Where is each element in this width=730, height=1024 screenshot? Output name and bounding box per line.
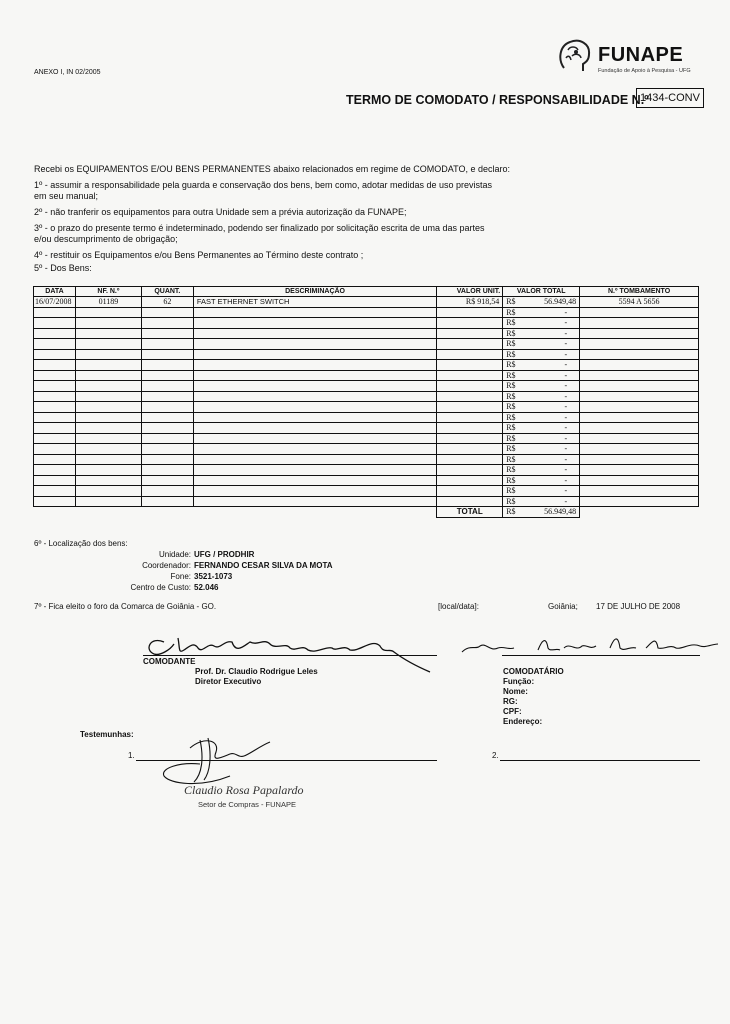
cell-desc bbox=[193, 318, 437, 329]
cell-nf bbox=[75, 381, 141, 392]
table-row bbox=[34, 465, 699, 476]
cell-currency: R$ bbox=[503, 307, 521, 318]
cell-date bbox=[34, 412, 76, 423]
cell-desc bbox=[193, 454, 437, 465]
cell-nf bbox=[75, 496, 141, 507]
cell-total: 56.949,48 bbox=[521, 297, 580, 308]
cell-desc bbox=[193, 444, 437, 455]
cell-currency: R$ bbox=[503, 381, 521, 392]
cell-desc bbox=[193, 402, 437, 413]
cell-tomb: 5594 A 5656 bbox=[580, 297, 699, 308]
cell-quant bbox=[141, 444, 193, 455]
cell-currency: R$ bbox=[503, 349, 521, 360]
cell-unit bbox=[437, 412, 503, 423]
col-header-desc: DESCRIMINAÇÃO bbox=[193, 287, 437, 297]
cell-quant bbox=[141, 465, 193, 476]
cell-unit: R$ 918,54 bbox=[437, 297, 503, 308]
table-row bbox=[34, 423, 699, 434]
table-row bbox=[34, 318, 699, 329]
cell-nf bbox=[75, 423, 141, 434]
intro-line: Recebi os EQUIPAMENTOS E/OU BENS PERMANENTES abaixo relacionados em regime de COMODATO, e declaro: bbox=[34, 164, 510, 174]
cell-quant bbox=[141, 370, 193, 381]
cell-unit bbox=[437, 433, 503, 444]
cell-date bbox=[34, 360, 76, 371]
col-header-quant: QUANT. bbox=[141, 287, 193, 297]
cell-quant bbox=[141, 412, 193, 423]
cell-date bbox=[34, 318, 76, 329]
cell-unit bbox=[437, 454, 503, 465]
col-header-unit: VALOR UNIT. bbox=[437, 287, 503, 297]
cell-desc bbox=[193, 360, 437, 371]
table-row bbox=[34, 339, 699, 350]
table-row bbox=[34, 433, 699, 444]
cell-unit bbox=[437, 391, 503, 402]
stamp-role: Setor de Compras - FUNAPE bbox=[198, 800, 296, 809]
cell-desc bbox=[193, 391, 437, 402]
cell-date bbox=[34, 423, 76, 434]
cell-date bbox=[34, 454, 76, 465]
cell-currency: R$ bbox=[503, 454, 521, 465]
cell-desc bbox=[193, 496, 437, 507]
col-header-nf: NF. N.º bbox=[75, 287, 141, 297]
table-row bbox=[34, 370, 699, 381]
cell-tomb bbox=[580, 486, 699, 497]
total-spacer bbox=[34, 507, 437, 518]
cell-desc bbox=[193, 475, 437, 486]
cell-date bbox=[34, 307, 76, 318]
cell-tomb bbox=[580, 454, 699, 465]
witness-1-number: 1. bbox=[128, 751, 135, 760]
field-rg: RG: bbox=[503, 697, 518, 706]
total-currency: R$ bbox=[503, 507, 521, 518]
cell-total: - bbox=[521, 412, 580, 423]
intro-text bbox=[34, 164, 694, 274]
field-nome: Nome: bbox=[503, 687, 528, 696]
annex-label: ANEXO I, IN 02/2005 bbox=[34, 69, 101, 76]
location-block bbox=[31, 550, 333, 594]
cell-date bbox=[34, 433, 76, 444]
intro-line: e/ou descumprimento de obrigação; bbox=[34, 234, 178, 244]
cell-total: - bbox=[521, 339, 580, 350]
cell-tomb bbox=[580, 381, 699, 392]
cell-unit bbox=[437, 465, 503, 476]
cell-total: - bbox=[521, 433, 580, 444]
table-row bbox=[34, 349, 699, 360]
comodatario-label: COMODATÁRIO bbox=[503, 667, 564, 676]
cell-desc: FAST ETHERNET SWITCH bbox=[193, 297, 437, 308]
cell-nf bbox=[75, 391, 141, 402]
cell-total: - bbox=[521, 370, 580, 381]
cell-total: - bbox=[521, 454, 580, 465]
date: 17 DE JULHO DE 2008 bbox=[596, 602, 681, 611]
cell-desc bbox=[193, 307, 437, 318]
cost-center-label: Centro de Custo: bbox=[130, 583, 191, 592]
city: Goiânia; bbox=[548, 602, 578, 611]
cell-currency: R$ bbox=[503, 486, 521, 497]
table-row bbox=[34, 412, 699, 423]
cell-tomb bbox=[580, 339, 699, 350]
cell-currency: R$ bbox=[503, 339, 521, 350]
term-number: 1434-CONV bbox=[636, 88, 704, 108]
cell-nf bbox=[75, 318, 141, 329]
location-heading: 6º - Localização dos bens: bbox=[34, 539, 128, 548]
cell-unit bbox=[437, 349, 503, 360]
intro-line: 3º - o prazo do presente termo é indeterminado, podendo ser finalizado por solicitação escrita de uma das partes bbox=[34, 223, 485, 233]
intro-line: 2º - não tranferir os equipamentos para outra Unidade sem a prévia autorização da FUNAPE; bbox=[34, 207, 407, 217]
cell-quant bbox=[141, 496, 193, 507]
cell-desc bbox=[193, 423, 437, 434]
stamp-name: Claudio Rosa Papalardo bbox=[184, 783, 304, 797]
cell-quant bbox=[141, 402, 193, 413]
cell-currency: R$ bbox=[503, 444, 521, 455]
cell-date bbox=[34, 370, 76, 381]
table-row bbox=[34, 486, 699, 497]
col-header-total: VALOR TOTAL bbox=[503, 287, 580, 297]
cell-desc bbox=[193, 486, 437, 497]
total-value: 56.949,48 bbox=[521, 507, 580, 518]
unit-label: Unidade: bbox=[158, 550, 191, 559]
field-endereco: Endereço: bbox=[503, 717, 543, 726]
cell-quant bbox=[141, 349, 193, 360]
cell-tomb bbox=[580, 318, 699, 329]
cell-quant bbox=[141, 475, 193, 486]
cell-nf bbox=[75, 307, 141, 318]
cell-nf bbox=[75, 370, 141, 381]
cell-tomb bbox=[580, 370, 699, 381]
field-funcao: Função: bbox=[503, 677, 535, 686]
table-row bbox=[34, 307, 699, 318]
cell-quant bbox=[141, 339, 193, 350]
cell-desc bbox=[193, 465, 437, 476]
cell-currency: R$ bbox=[503, 402, 521, 413]
comodatario-line bbox=[502, 655, 700, 656]
total-empty bbox=[580, 507, 699, 518]
cell-date bbox=[34, 475, 76, 486]
cell-date bbox=[34, 328, 76, 339]
cell-currency: R$ bbox=[503, 496, 521, 507]
witness-2-line bbox=[500, 760, 700, 761]
cell-tomb bbox=[580, 475, 699, 486]
cell-total: - bbox=[521, 307, 580, 318]
cell-nf bbox=[75, 339, 141, 350]
cell-unit bbox=[437, 328, 503, 339]
cell-date bbox=[34, 402, 76, 413]
cell-nf bbox=[75, 402, 141, 413]
table-row bbox=[34, 444, 699, 455]
table-header-row bbox=[34, 287, 699, 297]
cell-quant: 62 bbox=[141, 297, 193, 308]
cell-total: - bbox=[521, 465, 580, 476]
table-row bbox=[34, 402, 699, 413]
cell-currency: R$ bbox=[503, 465, 521, 476]
comodante-line bbox=[143, 655, 437, 656]
cell-tomb bbox=[580, 391, 699, 402]
intro-line: 5º - Dos Bens: bbox=[34, 263, 92, 273]
table-row bbox=[34, 297, 699, 308]
cell-tomb bbox=[580, 402, 699, 413]
table-row bbox=[34, 381, 699, 392]
cell-total: - bbox=[521, 444, 580, 455]
cell-tomb bbox=[580, 496, 699, 507]
cell-date bbox=[34, 391, 76, 402]
forum-clause: 7º - Fica eleito o foro da Comarca de Goiânia - GO. bbox=[34, 602, 217, 611]
cell-unit bbox=[437, 360, 503, 371]
cell-date: 16/07/2008 bbox=[34, 297, 76, 308]
cell-unit bbox=[437, 339, 503, 350]
table-row bbox=[34, 496, 699, 507]
cell-quant bbox=[141, 486, 193, 497]
witnesses-label: Testemunhas: bbox=[80, 730, 134, 739]
intro-line: em seu manual; bbox=[34, 191, 99, 201]
cell-total: - bbox=[521, 402, 580, 413]
cell-date bbox=[34, 349, 76, 360]
cell-tomb bbox=[580, 360, 699, 371]
intro-line: 4º - restituir os Equipamentos e/ou Bens Permanentes ao Término deste contrato ; bbox=[34, 250, 364, 260]
funape-logo bbox=[556, 38, 594, 79]
phone-label: Fone: bbox=[170, 572, 191, 581]
cell-desc bbox=[193, 412, 437, 423]
cell-currency: R$ bbox=[503, 391, 521, 402]
document-title: TERMO DE COMODATO / RESPONSABILIDADE N.º bbox=[346, 93, 649, 107]
cell-unit bbox=[437, 370, 503, 381]
cell-currency: R$ bbox=[503, 370, 521, 381]
table-row bbox=[34, 391, 699, 402]
field-cpf: CPF: bbox=[503, 707, 522, 716]
cell-quant bbox=[141, 454, 193, 465]
comodatario-fields bbox=[503, 677, 542, 727]
cell-desc bbox=[193, 349, 437, 360]
table-row bbox=[34, 475, 699, 486]
cell-tomb bbox=[580, 307, 699, 318]
cell-nf bbox=[75, 444, 141, 455]
cell-unit bbox=[437, 402, 503, 413]
cell-tomb bbox=[580, 433, 699, 444]
cell-nf bbox=[75, 433, 141, 444]
cell-quant bbox=[141, 433, 193, 444]
cell-unit bbox=[437, 423, 503, 434]
cell-total: - bbox=[521, 360, 580, 371]
table-total-row bbox=[34, 507, 699, 518]
cell-quant bbox=[141, 328, 193, 339]
cell-nf bbox=[75, 360, 141, 371]
cell-desc bbox=[193, 339, 437, 350]
intro-line: 1º - assumir a responsabilidade pela guarda e conservação dos bens, bem como, adotar medidas de uso previstas bbox=[34, 180, 493, 190]
comodante-role: Diretor Executivo bbox=[195, 677, 262, 686]
cell-date bbox=[34, 339, 76, 350]
cell-currency: R$ bbox=[503, 475, 521, 486]
cell-total: - bbox=[521, 328, 580, 339]
cell-nf bbox=[75, 328, 141, 339]
cell-total: - bbox=[521, 423, 580, 434]
place-label: [local/data]: bbox=[438, 602, 479, 611]
cell-total: - bbox=[521, 318, 580, 329]
cell-nf bbox=[75, 412, 141, 423]
cell-date bbox=[34, 444, 76, 455]
cell-currency: R$ bbox=[503, 318, 521, 329]
cell-date bbox=[34, 496, 76, 507]
cell-date bbox=[34, 465, 76, 476]
table-row bbox=[34, 454, 699, 465]
cell-quant bbox=[141, 391, 193, 402]
cell-total: - bbox=[521, 475, 580, 486]
cell-desc bbox=[193, 370, 437, 381]
cell-unit bbox=[437, 486, 503, 497]
total-label: TOTAL bbox=[437, 507, 503, 518]
cell-desc bbox=[193, 381, 437, 392]
logo-wordmark: FUNAPE bbox=[598, 44, 684, 66]
col-header-date: DATA bbox=[34, 287, 76, 297]
cell-quant bbox=[141, 423, 193, 434]
cell-total: - bbox=[521, 496, 580, 507]
cell-currency: R$ bbox=[503, 412, 521, 423]
phone-value: 3521-1073 bbox=[194, 572, 233, 581]
cost-center-value: 52.046 bbox=[194, 583, 219, 592]
cell-tomb bbox=[580, 423, 699, 434]
cell-unit bbox=[437, 475, 503, 486]
table-row bbox=[34, 328, 699, 339]
cell-total: - bbox=[521, 381, 580, 392]
col-header-tomb: N.º TOMBAMENTO bbox=[580, 287, 699, 297]
cell-tomb bbox=[580, 465, 699, 476]
cell-nf bbox=[75, 475, 141, 486]
cell-nf: 01189 bbox=[75, 297, 141, 308]
cell-date bbox=[34, 381, 76, 392]
cell-quant bbox=[141, 307, 193, 318]
cell-nf bbox=[75, 465, 141, 476]
cell-currency: R$ bbox=[503, 360, 521, 371]
cell-tomb bbox=[580, 328, 699, 339]
cell-total: - bbox=[521, 349, 580, 360]
witness-2-number: 2. bbox=[492, 751, 499, 760]
cell-tomb bbox=[580, 444, 699, 455]
coordinator-label: Coordenador: bbox=[142, 561, 191, 570]
cell-unit bbox=[437, 496, 503, 507]
table-row bbox=[34, 360, 699, 371]
cell-nf bbox=[75, 454, 141, 465]
cell-tomb bbox=[580, 412, 699, 423]
coordinator-value: FERNANDO CESAR SILVA DA MOTA bbox=[194, 561, 333, 570]
cell-currency: R$ bbox=[503, 433, 521, 444]
cell-total: - bbox=[521, 391, 580, 402]
cell-currency: R$ bbox=[503, 297, 521, 308]
logo-subtitle: Fundação de Apoio à Pesquisa - UFG bbox=[598, 68, 691, 74]
cell-unit bbox=[437, 318, 503, 329]
cell-total: - bbox=[521, 486, 580, 497]
cell-tomb bbox=[580, 349, 699, 360]
brain-head-icon bbox=[556, 38, 594, 74]
cell-desc bbox=[193, 328, 437, 339]
cell-nf bbox=[75, 486, 141, 497]
cell-unit bbox=[437, 307, 503, 318]
cell-quant bbox=[141, 360, 193, 371]
cell-date bbox=[34, 486, 76, 497]
cell-currency: R$ bbox=[503, 423, 521, 434]
comodante-name: Prof. Dr. Claudio Rodrigue Leles bbox=[195, 667, 318, 676]
cell-quant bbox=[141, 318, 193, 329]
cell-unit bbox=[437, 381, 503, 392]
cell-unit bbox=[437, 444, 503, 455]
items-table bbox=[33, 286, 699, 518]
comodante-label: COMODANTE bbox=[143, 657, 196, 666]
cell-currency: R$ bbox=[503, 328, 521, 339]
cell-desc bbox=[193, 433, 437, 444]
cell-quant bbox=[141, 381, 193, 392]
unit-value: UFG / PRODHIR bbox=[194, 550, 255, 559]
cell-nf bbox=[75, 349, 141, 360]
